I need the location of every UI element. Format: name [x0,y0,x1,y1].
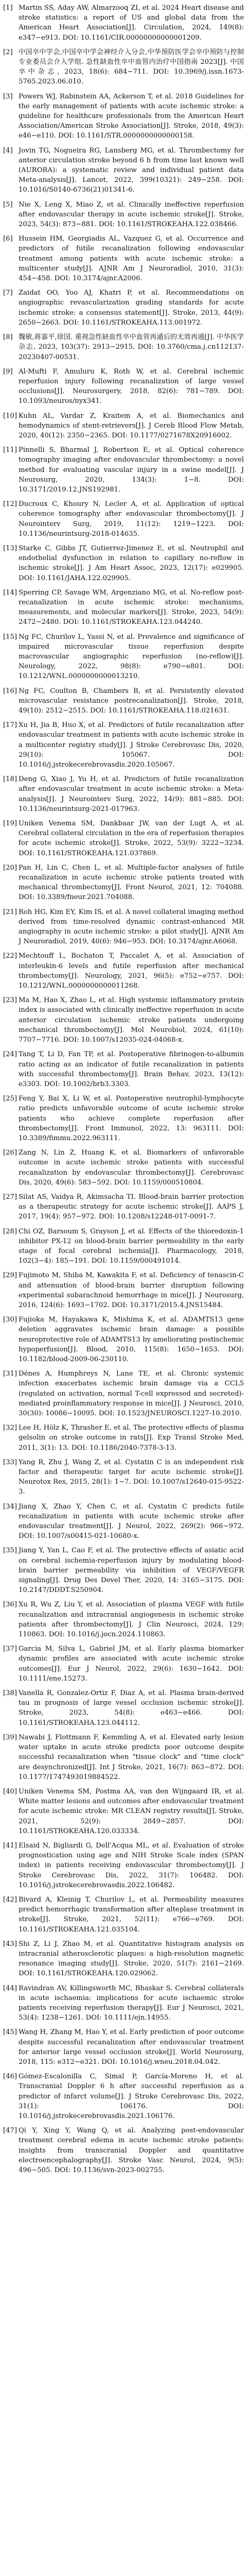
reference-number: [23] [3,996,17,1005]
reference-item [3,1939,244,1979]
reference-text: Nie X, Leng X, Miao Z, et al. Clinically ineffective reperfusion after endovascular therapy in acute ischemic stroke[J]. Stroke, 2023, 54(3): 873−881. DOI: 10.1161/STROKEAHA.122.038466. [19,200,244,229]
reference-number: [41] [3,1841,17,1850]
reference-item [3,1049,244,1089]
reference-text: Sperring CP, Savage WM, Argenziano MG, et al. No-reflow post-recanalization in acute ischemic stroke: mechanisms, measurements, and molecular markers[J]. Stroke, 2023, 54(9): 2472−2480. DOI: 10.1161/STROKEAHA.123.044240. [19,588,244,626]
reference-text: Ng FC, Coulton B, Chambers B, et al. Persistently elevated microvascular resistance postrecanalization[J]. Stroke, 2018, 49(10): 2512−2515. DOI: 10.1161/STROKEAHA.118.021631. [19,687,244,715]
reference-number: [29] [3,1272,17,1280]
reference-number: [6] [3,235,13,243]
reference-number: [38] [3,1689,17,1698]
reference-number: [39] [3,1733,17,1741]
reference-number: [15] [3,633,17,641]
reference-item [3,588,244,628]
reference-item [3,1192,244,1222]
reference-item [3,632,244,682]
reference-number: [30] [3,1316,17,1324]
reference-item [3,1733,244,1782]
reference-item [3,1369,244,1418]
reference-text: Fujimoto M, Shiba M, Kawakita F, et al. Deficiency of tenascin-C and attenuation of blood-brain barrier disruption following experimental subarachnoid hemorrhage in mice[J]. J Neurosurg, 2016, 124(6): 1693−1702. DOI: 10.3171/2015.4.JNS15484. [19,1272,244,1309]
reference-text: Yang R, Zhu J, Wang Z, et al. Cystatin C is an independent risk factor and therapeutic target for acute ischemic stroke[J]. Neurotox Res, 2015, 28(1): 1−7. DOI: 10.1007/s12640-015-9522-3. [19,1458,244,1496]
reference-text: Bivard A, Kleinig T, Churilov L, et al. Permeability measures predict hemorrhagic transformation after alteplase treatment in stroke[J]. Stroke, 2021, 52(11): e766−e769. DOI: 10.1161/STROKEAHA.121.035104. [19,1895,244,1934]
reference-number: [18] [3,775,17,784]
reference-number: [3] [3,92,13,100]
reference-number: [10] [3,412,17,420]
reference-item [3,1787,244,1836]
reference-text: Fujioka M, Hayakawa K, Mishima K, et al. ADAMTS13 gene deletion aggravates ischemic brain damage: a possible neuroprotective role of ADAMTS13 by ameliorating postischemic hypoperfusion[J]. Blood, 2010, 115(8): 1650−1653. DOI: 10.1182/blood-2009-06-230110. [19,1316,244,1363]
reference-item [3,1458,244,1497]
reference-text: Qi Y, Xing Y, Wang Q, et al. Analyzing post-endovascular treatment cerebral edema in acute ischemic stroke patients: insights from transcranial Doppler and quantitative electroencephalography[J]. Stroke Vasc Neurol, 2024, 9(5): 496−505. DOI: 10.1136/svn-2023-002755. [19,2127,244,2175]
reference-number: [43] [3,1940,17,1948]
reference-item [3,1600,244,1639]
reference-text: Ng FC, Churilov L, Yassi N, et al. Prevalence and significance of impaired microvascular tissue reperfusion despite macrovascular angiographic reperfusion (no-reflow)[J]. Neurology, 2022, 98(8): e790−e801. DOI: 10.1212/WNL.0000000000013210. [19,633,244,681]
reference-item [3,686,244,716]
reference-number: [27] [3,1193,17,1201]
reference-item [3,288,244,328]
reference-text: Uniken Venema SM, Postma AA, van den Wijngaard IR, et al. White matter lesions and outcomes after endovascular treatment for acute ischemic stroke: MR CLEAN registry results[J]. Stroke, 2021, 52(9): 2849−2857. DOI: 10.1161/STROKEAHA.120.033334. [19,1787,244,1835]
reference-item [3,1984,244,2023]
reference-number: [33] [3,1458,17,1466]
reference-item [3,1094,244,1143]
reference-item [3,332,244,362]
reference-text: Ravindran AV, Killingsworth MC, Bhaskar S. Cerebral collaterals in acute ischaemia: implications for acute ischaemic stroke patients receiving reperfusion therapy[J]. Eur J Neurosci, 2021, 53(4): 1238−1261. DOI: 10.1111/ejn.14955. [19,1984,244,2022]
reference-item [3,445,244,495]
reference-number: [11] [3,446,17,454]
reference-number: [42] [3,1895,17,1904]
reference-text: Uniken Venema SM, Dankbaar JW, van der Lugt A, et al. Cerebral collateral circulation in the era of reperfusion therapies for acute ischemic stroke[J]. Stroke, 2022, 53(9): 3222−3234. DOI: 10.1161/STROKEAHA.121.037869. [19,820,244,857]
reference-text: Jiang Y, Yan L, Cao F, et al. The protective effects of asiatic acid on cerebral ischemia-reperfusion injury by modulating blood-brain barrier permeability via inhibition of VEGF/VEGFR signaling[J]. Drug Des Devel Ther, 2020, 14: 3165−3175. DOI: 10.2147/DDDT.S250904. [19,1547,244,1595]
reference-text: Ma M, Hao X, Zhao L, et al. High systemic inflammatory protein index is associated with clinically ineffective reperfusion in acute anterior circulation ischemic stroke patients undergoing mechanical thrombectomy[J]. Mol Neurobiol, 2024, 61(10): 7707−7716. DOI: 10.1007/s12035-024-04068-x. [19,996,244,1044]
reference-item [3,1423,244,1453]
reference-text: Al-Mufti F, Amuluru K, Roth W, et al. Cerebral ischemic reperfusion injury following recanalization of large vessel occlusions[J]. Neurosurgery, 2018, 82(6): 781−789. DOI: 10.1093/neuros/nyx341. [19,367,244,405]
reference-item [3,2027,244,2067]
reference-item [3,774,244,814]
reference-number: [46] [3,2073,17,2081]
reference-number: [13] [3,544,17,552]
reference-item [3,1502,244,1541]
reference-number: [24] [3,1050,17,1059]
reference-number: [14] [3,588,17,597]
reference-item [3,1841,244,1890]
reference-item [3,1270,244,1310]
reference-item [3,234,244,283]
reference-number: [5] [3,200,13,209]
reference-text: Deng G, Xiao J, Yu H, et al. Predictors of futile recanalization after endovascular treatment in acute ischemic stroke: a Meta-analysis[J]. J Neurointerv Surg, 2022, 14(9): 881−885. DOI: 10.1136/neurintsurg-2021-017963. [19,775,244,813]
reference-text: Zang N, Lin Z, Huang K, et al. Biomarkers of unfavorable outcome in acute ischemic stroke patients with successful recanalization by endovascular thrombectomy[J]. Cerebrovasc Dis, 2020, 49(6): 583−592. DOI: 10.1159/000510804. [19,1149,244,1187]
reference-number: [44] [3,1984,17,1992]
reference-item [3,3,244,43]
reference-number: [32] [3,1424,17,1432]
reference-number: [8] [3,333,13,342]
reference-text: Kuhn AL, Vardar Z, Kraitem A, et al. Biomechanics and hemodynamics of stent-retrievers[J]. J Cereb Blood Flow Metab, 2020, 40(12): 2350−2365. DOI: 10.1177/0271678X20916002. [19,412,244,439]
reference-number: [25] [3,1095,17,1103]
reference-item [3,544,244,583]
reference-number: [36] [3,1601,17,1609]
reference-text: Pinnelli S, Bharmal J, Robertson E, et al. Optical coherence tomography imaging after endovascular thrombectomy: a novel method for evaluating vascular injury in a swine model[J]. J Neurosurg, 2020, 134(3): 1−8. DOI: 10.3171/2019.12.JNS192981. [19,446,244,494]
reference-item [3,863,244,903]
reference-item [3,1227,244,1266]
reference-item [3,367,244,406]
reference-number: [2] [3,48,13,56]
reference-text: Elsaid N, Bigliardi G, Dell'Acqua ML, et al. Evaluation of stroke prognostication using age and NIH Stroke Scale index (SPAN index) in patients receiving endovascular thrombectomy[J]. J Stroke Cerebrovasc Dis, 2022, 31(7): 106482. DOI: 10.1016/j.jstrokecerebrovasdis.2022.106482. [19,1841,244,1889]
reference-item [3,2126,244,2175]
reference-item [3,995,244,1045]
reference-item [3,200,244,230]
reference-number: [16] [3,687,17,695]
reference-text: Roh HG, Kim EY, Kim IS, et al. A novel collateral imaging method derived from time-resolved dynamic contrast-enhanced MR angiography in acute ischemic stroke: a pilot study[J]. AJNR Am J Neuroradiol, 2019, 40(6): 946−953. DOI: 10.3174/ajnr.A6068. [19,908,244,946]
reference-number: [19] [3,820,17,828]
reference-item [3,2072,244,2121]
reference-number: [7] [3,289,13,297]
reference-number: [9] [3,367,13,376]
reference-number: [21] [3,908,17,916]
reference-number: [35] [3,1547,17,1555]
reference-item [3,1148,244,1188]
reference-text: Xu H, Jia B, Huo X, et al. Predictors of futile recanalization after endovascular treatment in patients with acute ischemic stroke in a multicenter registry study[J]. J Stroke Cerebrovasc Dis, 2020, 29(10): 105067. DOI: 10.1016/j.jstrokecerebrovasdis.2020.105067. [19,721,244,769]
reference-text: Jovin TG, Nogueira RG, Lansberg MG, et al. Thrombectomy for anterior circulation stroke beyond 6 h from time last known well (AURORA): a systematic review and individual patient data Meta-analysis[J]. Lancet, 2022, 399(10321): 249−258. DOI: 10.1016/S0140-6736(21)01341-6. [19,146,244,194]
reference-text: Feng Y, Bai X, Li W, et al. Postoperative neutrophil-lymphocyte ratio predicts unfavorable outcome of acute ischemic stroke patients who achieve complete reperfusion after thrombectomy[J]. Front Immunol, 2022, 13: 963111. DOI: 10.3389/fimmu.2022.963111. [19,1095,244,1142]
reference-item [3,499,244,539]
reference-text: Starke C, Gibbs JT, Gutierrez-Jimenez E, et al. Neutrophil and endothelial dysfunction in relation to capillary no-reflow in ischemic stroke[J]. J Am Heart Assoc, 2023, 12(17): e029905. DOI: 10.1161/JAHA.122.029905. [19,544,244,582]
reference-text: Hussein HM, Georgiadis AL, Vazquez G, et al. Occurrence and predictors of futile recanalization following endovascular treatment among patients with acute ischemic stroke: a multicenter study[J]. AJNR Am J Neuroradiol, 2010, 31(3): 454−458. DOI: 10.3174/ajnr.A2006. [19,235,244,283]
reference-text: Chi OZ, Barsoum S, Grayson J, et al. Effects of the thioredoxin-1 inhibitor PX-12 on blood-brain barrier permeability in the early stage of focal cerebral ischemia[J]. Pharmacology, 2018, 102(3−4): 185−191. DOI: 10.1159/000491014. [19,1227,244,1265]
reference-item [3,146,244,195]
reference-text: Martin SS, Aday AW, Almarzooq ZI, et al. 2024 Heart disease and stroke statistics: a report of US and global data from the American Heart Association[J]. Circulation, 2024, 149(8): e347−e913. DOI: 10.1161/CIR.00000000000001209. [19,4,244,42]
reference-text: Shi Z, Li J, Zhao M, et al. Quantitative histogram analysis on intracranial atherosclerotic plaques: a high-resolution magnetic resonance imaging study[J]. Stroke, 2020, 51(7): 2161−2169. DOI: 10.1161/STROKEAHA.120.029062. [19,1940,244,1978]
reference-text: Dénes A, Humphreys N, Lane TE, et al. Chronic systemic infection exacerbates ischemic brain damage via a CCL5 (regulated on activation, normal T-cell expressed and secreted)-mediated proinflammatory response in mice[J]. J Neurosci, 2010, 30(30): 10086−10095. DOI: 10.1523/JNEUROSCI.1227-10.2010. [19,1370,244,1417]
reference-text: Tang T, Li D, Fan TP, et al. Postoperative fibrinogen-to-albumin ratio acting as an indicator of futile recanalization in patients with successful thrombectomy[J]. Brain Behav, 2023, 13(12): e3303. DOI: 10.1002/brb3.3303. [19,1050,244,1088]
reference-text: Mechtouff L, Bochaton T, Paccalet A, et al. Association of interleukin-6 levels and futile reperfusion after mechanical thrombectomy[J]. Neurology, 2021, 96(5): e752−e757. DOI: 10.1212/WNL.0000000000011268. [19,952,244,990]
reference-number: [4] [3,146,13,155]
reference-number: [17] [3,721,17,730]
reference-item [3,720,244,770]
reference-text: 魏敏,蒋嘉平,徐国. 重视急性缺血性卒中血管再通后的无效再通[J]. 中华医学杂志, 2023, 103(37): 2913−2915. DOI: 10.3760/cma.j.cn112137-20230407-00531. [19,333,244,361]
reference-item [3,951,244,991]
reference-number: [45] [3,2028,17,2037]
reference-text: Pan H, Lin C, Chen L, et al. Multiple-factor analyses of futile recanalization in acute ischemic stroke patients treated with mechanical thrombectomy[J]. Front Neurol, 2021, 12: 704088. DOI: 10.3389/fneur.2021.704088. [19,863,244,902]
reference-text: 中国卒中学会,中国卒中学会神经介入分会,中华预防医学会卒中预防与控制专业委员会介入学组. 急性缺血性卒中血管内治疗中国指南 2023[J]. 中国卒中杂志, 2023, 18(6): 684−711. DOI: 10.3969/j.issn.1673-5765.2023.06.010. [19,48,244,86]
reference-number: [47] [3,2127,17,2135]
reference-item [3,1546,244,1595]
reference-item [3,92,244,141]
reference-text: Lee H, Hölz K, Thrasher E, et al. The protective effects of plasma gelsolin on stroke outcome in rats[J]. Exp Transl Stroke Med, 2011, 3(1): 13. DOI: 10.1186/2040-7378-3-13. [19,1424,244,1452]
reference-text: Xu R, Wu Z, Liu Y, et al. Association of plasma VEGF with futile recanalization and intracranial angiogenesis in ischemic stroke patients after thrombectomy[J]. J Clin Neurosci, 2024, 129: 110863. DOI: 10.1016/j.jocn.2024.110863. [19,1601,244,1639]
reference-text: Powers WJ, Rabinstein AA, Ackerson T, et al. 2018 Guidelines for the early management of patients with acute ischemic stroke: a guideline for healthcare professionals from the American Heart Association/American Stroke Association[J]. Stroke, 2018, 49(3): e46−e110. DOI: 10.1161/STR.0000000000000158. [19,92,244,140]
reference-list [3,3,244,2175]
reference-number: [12] [3,500,17,509]
reference-number: [20] [3,863,17,872]
reference-number: [37] [3,1645,17,1653]
reference-text: Wang H, Zhang M, Hao Y, et al. Early prediction of poor outcome despite successful recanalization after endovascular treatment for anterior large vessel occlusion stroke[J]. World Neurosurg, 2018, 115: e312−e321. DOI: 10.1016/j.wneu.2018.04.042. [19,2028,244,2066]
reference-text: Nawabi J, Flottmann F, Kemmling A, et al. Elevated early lesion water uptake in acute stroke predicts poor outcome despite successful recanalization when "tissue clock" and "time clock" are desynchronized[J]. Int J Stroke, 2021, 16(7): 863−872. DOI: 10.1177/1747493019884522. [19,1733,244,1781]
reference-number: [40] [3,1787,17,1795]
reference-number: [26] [3,1149,17,1157]
reference-text: Zaidat OO, Yoo AJ, Khatri P, et al. Recommendations on angiographic revascularization grading standards for acute ischemic stroke: a consensus statement[J]. Stroke, 2013, 44(9): 2650−2663. DOI: 10.1161/STROKEAHA.113.001972. [19,289,244,327]
reference-text: Gómez-Escalonilla C, Simal P, García-Moreno H, et al. Transcranial Doppler 6 h after successful reperfusion as a predictor of infarct volume[J]. J Stroke Cerebrovasc Dis, 2022, 31(1): 106176. DOI: 10.1016/j.jstrokecerebrovasdis.2021.106176. [19,2073,244,2120]
reference-number: [34] [3,1502,17,1511]
reference-item [3,1644,244,1684]
reference-item [3,907,244,947]
reference-item [3,1315,244,1364]
reference-item [3,411,244,441]
reference-text: Jiang X, Zhao Y, Chen C, et al. Cystatin C predicts futile recanalization in patients with acute ischemic stroke after endovascular treatment[J]. J Neurol, 2022, 269(2): 966−972. DOI: 10.1007/s00415-021-10680-x. [19,1502,244,1540]
reference-item [3,819,244,858]
reference-text: Ducroux C, Khoury N, Lecler A, et al. Application of optical coherence tomography after endovascular thrombectomy[J]. J Neurointerv Surg, 2019, 11(12): 1219−1223. DOI: 10.1136/neurintsurg-2018-014635. [19,500,244,538]
reference-number: [31] [3,1370,17,1378]
reference-number: [22] [3,952,17,960]
reference-text: Garcia M, Silva L, Gabriel JM, et al. Early plasma biomarker dynamic profiles are associated with acute ischemic stroke outcomes[J]. Eur J Neurol, 2022, 29(6): 1630−1642. DOI: 10.1111/ene.15273. [19,1645,244,1683]
reference-text: Silat AS, Vaidya R, Akimsacha TI. Blood-brain barrier protection as a therapeutic strategy for acute ischemic stroke[J]. AAPS J, 2017, 19(4): 957−972. DOI: 10.1208/s12248-017-0091-7. [19,1193,244,1221]
reference-item [3,47,244,87]
reference-item [3,1895,244,1935]
reference-text: Vanella R, Gonzalez-Ortiz F, Diaz A, et al. Plasma brain-derived tau in prognosis of large vessel occlusion ischemic stroke[J]. Stroke, 2023, 54(8): e463−e466. DOI: 10.1161/STROKEAHA.123.044112. [19,1689,244,1727]
reference-number: [28] [3,1227,17,1235]
reference-number: [1] [3,4,13,12]
reference-item [3,1688,244,1728]
